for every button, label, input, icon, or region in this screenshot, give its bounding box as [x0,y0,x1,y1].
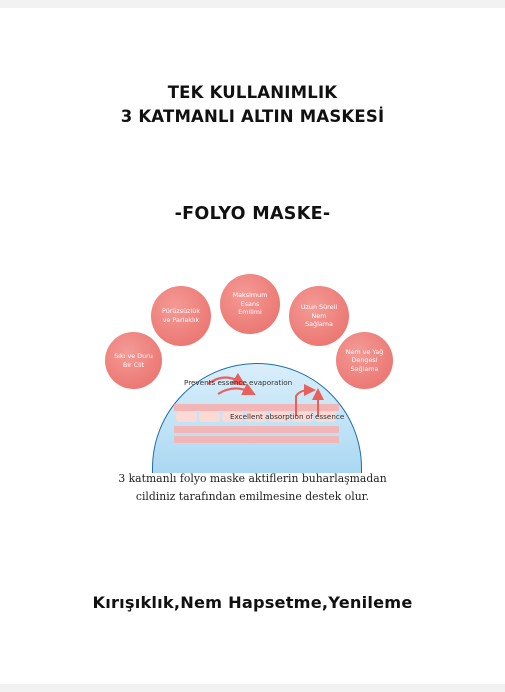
benefit-bubble-absorption: Maksimum Esans Emilimi [220,274,280,334]
benefit-bubble-oil-balance: Nem ve Yağ Dengesi Sağlama [336,332,393,389]
page-title-line2: 3 KATMANLI ALTIN MASKESİ [120,107,385,126]
label-excellent-absorption: Excellent absorption of essence [230,412,345,421]
evaporation-arrow [218,388,250,394]
benefit-bubble-moisture: Uzun Süreli Nem Sağlama [289,286,349,346]
benefit-bubble-firm-skin: Sıkı ve Duru Bir Cilt [105,332,162,389]
caption-line1: 3 katmanlı folyo maske aktiflerin buharlaşmadan [118,472,387,485]
page-title-line1: TEK KULLANIMLIK [167,83,338,102]
caption-line2: cildiniz tarafından emilmesine destek olur. [135,490,370,503]
page-subtitle: -FOLYO MASKE- [174,204,331,224]
benefit-bubble-smoothness: Pürüzsüzlük ve Parlaklık [151,286,211,346]
benefits-footer: Kırışıklık,Nem Hapsetme,Yenileme [92,593,413,612]
label-prevents-evaporation: Prevents essence evaporation [184,378,293,387]
mask-layer-diagram [100,266,400,446]
product-info-card [0,8,505,684]
